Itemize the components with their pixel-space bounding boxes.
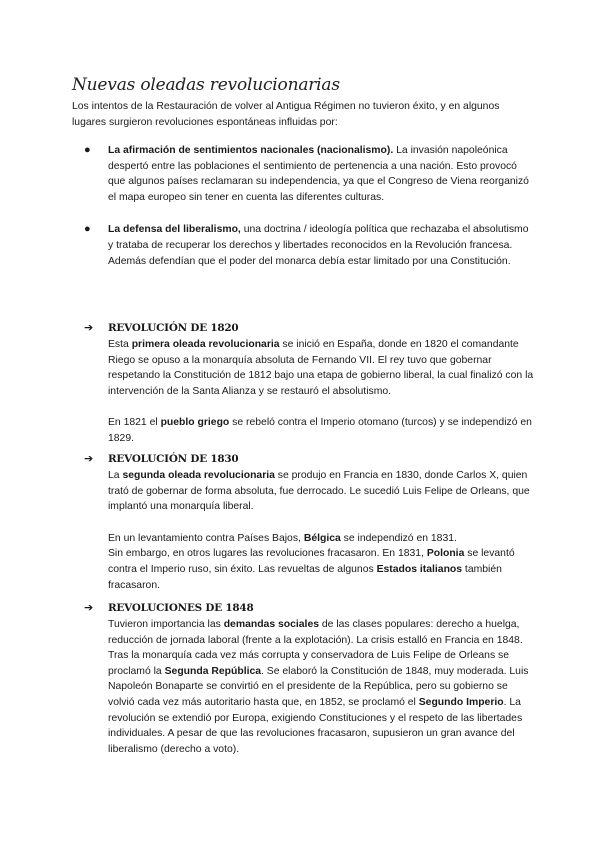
bold-run: Polonia xyxy=(426,548,465,560)
text-run: . La revolución se extendió por Europa, exigiendo Constituciones y el respeto de las libertades individuales. A pesar de que las revoluciones fracasaron, supusieron un gran avance del liberalismo (derecho a voto). xyxy=(108,696,523,755)
bold-run: Segunda República xyxy=(164,665,262,677)
section-body xyxy=(84,617,534,757)
bold-run: Segundo Imperio xyxy=(418,696,504,708)
section-heading-label: REVOLUCIÓN DE 1820 xyxy=(108,322,239,334)
text-run: Esta xyxy=(108,339,132,350)
arrow-right-icon: ➔ xyxy=(84,602,94,614)
bullet-bold: La afirmación de sentimientos nacionales (nacionalismo). xyxy=(108,145,394,156)
section-body xyxy=(84,337,534,447)
text-run: se levantó contra el Imperio ruso, sin éxito. Las revueltas de algunos xyxy=(108,548,515,575)
text-run: La xyxy=(108,470,123,481)
section-1820 xyxy=(84,321,534,447)
arrow-right-icon: ➔ xyxy=(84,322,94,334)
bullet-item-nacionalismo xyxy=(84,143,534,205)
bullet-item-liberalismo xyxy=(84,222,534,269)
text-run: se rebeló contra el Imperio otomano (turcos) y se independizó en 1829. xyxy=(108,417,532,444)
section-heading-label: REVOLUCIÓN DE 1830 xyxy=(108,453,239,465)
section-paragraph xyxy=(108,531,534,593)
text-run: Tuvieron importancia las xyxy=(108,619,224,630)
text-run: . Se elaboró la Constitución de 1848, muy moderada. Luis Napoleón Bonaparte se convirtió en el presidente de la República, pero su gobierno se volvió cada vez más autoritario hasta que, en 1852, se proclamó el xyxy=(108,665,529,708)
section-paragraph xyxy=(108,468,534,515)
section-paragraph xyxy=(108,617,534,757)
text-run: de las clases populares: derecho a huelga, reducción de jornada laboral (frente a la explotación). La crisis estalló en Francia en 1848. Tras la monarquía cada vez más corrupta y conservadora de Luis Felipe de Orleans se proclamó la xyxy=(108,619,523,677)
bullet-text: una doctrina / ideología política que rechazaba el absolutismo y trataba de recuperar los derechos y libertades reconocidos en la Revolución francesa. Además defendían que el poder del monarca debía estar limitado por una Constitución. xyxy=(108,224,529,267)
bold-run: Bélgica xyxy=(303,532,341,544)
page-title: Nuevas oleadas revolucionarias xyxy=(72,75,340,95)
bold-run: segunda oleada revolucionaria xyxy=(122,470,275,481)
section-1830 xyxy=(84,452,534,593)
bullet-text: La invasión napoleónica despertó entre las poblaciones el sentimiento de pertenencia a una nación. Esto provocó que algunos países reclamaran su independencia, ya que el Congreso de Viena reorganizó el mapa europeo sin tener en cuenta las diferentes culturas. xyxy=(108,145,529,203)
text-run: se inició en España, donde en 1820 el comandante Riego se opuso a la monarquía absoluta de Fernando VII. El rey tuvo que gobernar respetando la Constitución de 1812 bajo una etapa de gobierno liberal, la cual finalizó con la intervención de la Santa Alianza y se restauró el absolutismo. xyxy=(108,339,534,397)
bold-run: pueblo griego xyxy=(160,417,230,429)
text-run: En 1821 el xyxy=(108,417,161,429)
bold-run: demandas sociales xyxy=(223,619,319,630)
section-heading xyxy=(84,601,534,617)
bullet-bold: La defensa del liberalismo, xyxy=(108,224,241,236)
section-paragraph xyxy=(108,337,534,399)
arrow-right-icon: ➔ xyxy=(84,453,94,465)
bullet-dot-icon: ● xyxy=(84,144,91,156)
bold-run: primera oleada revolucionaria xyxy=(131,339,280,350)
text-run: Sin embargo, en otros lugares las revoluciones fracasaron. En 1831, xyxy=(108,548,427,560)
intro-paragraph: Los intentos de la Restauración de volver al Antigua Régimen no tuvieron éxito, y en algunos lugares surgieron revoluciones espontáneas influidas por: xyxy=(72,101,500,128)
text-run: también fracasaron. xyxy=(108,563,502,591)
section-1848 xyxy=(84,601,534,757)
text-run: se produjo en Francia en 1830, donde Carlos X, quien trató de gobernar de forma absoluta, fue derrocado. Le sucedió Luis Felipe de Orleans, que implantó una monarquía liberal. xyxy=(108,470,530,513)
bullet-list xyxy=(84,143,534,286)
text-run: En un levantamiento contra Países Bajos, xyxy=(108,532,304,544)
section-heading xyxy=(84,452,534,468)
bold-run: Estados italianos xyxy=(376,563,463,575)
text-run: se independizó en 1831. xyxy=(340,532,457,544)
bullet-dot-icon: ● xyxy=(84,223,91,236)
section-paragraph xyxy=(108,415,534,446)
section-heading-label: REVOLUCIONES DE 1848 xyxy=(108,602,254,614)
section-body xyxy=(84,468,534,593)
section-heading xyxy=(84,321,534,337)
